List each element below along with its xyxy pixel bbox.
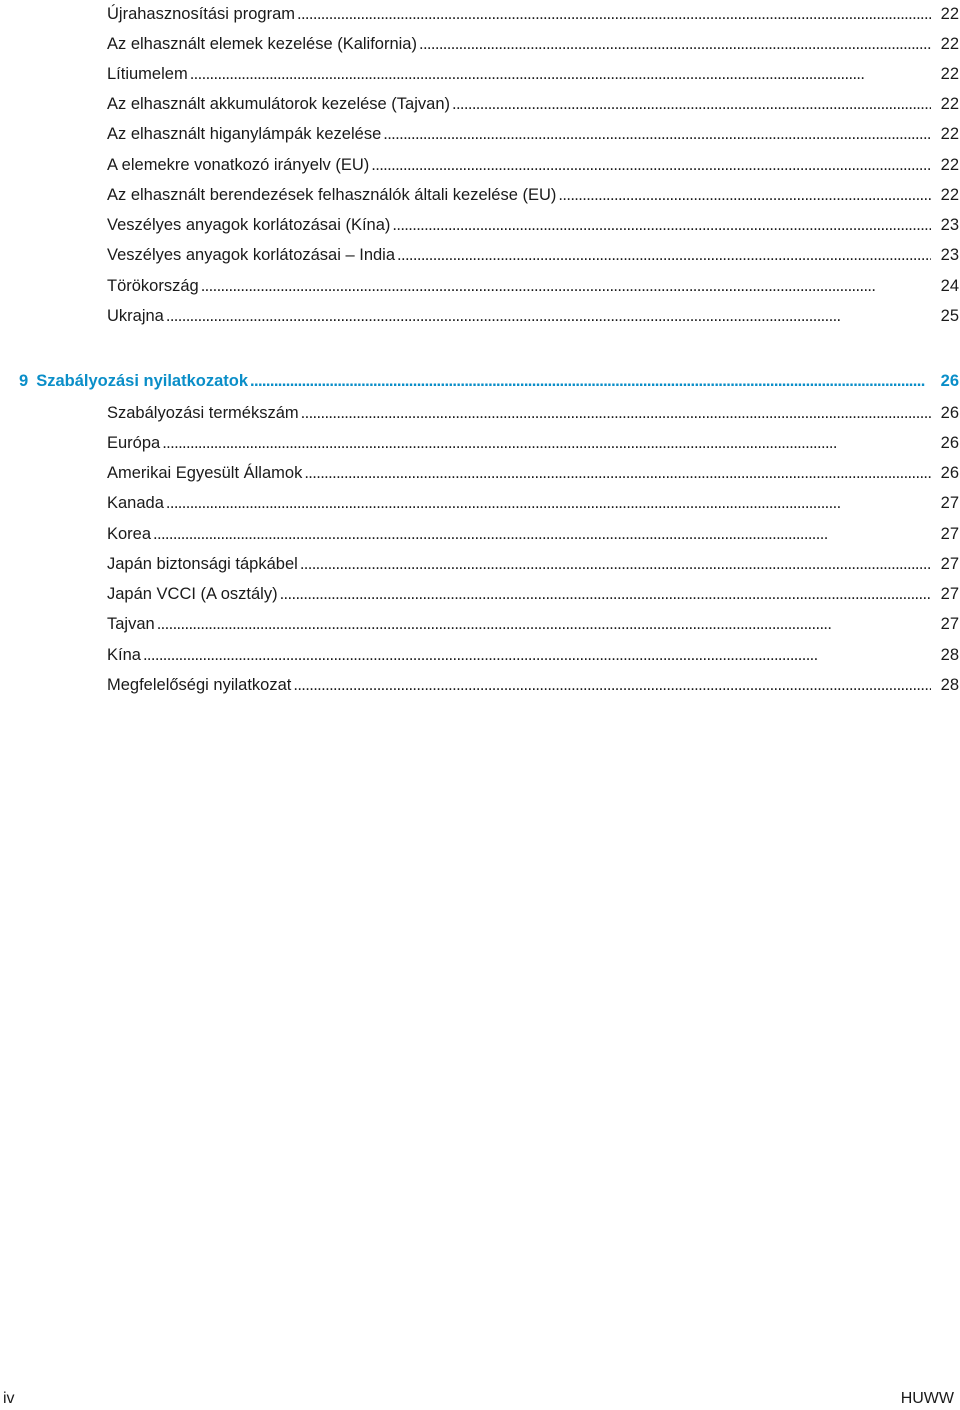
toc-entry-page: 22	[940, 5, 959, 23]
toc-entry-title: Ukrajna	[107, 307, 164, 325]
toc-dot-leader	[166, 492, 931, 514]
toc-entry-title: Lítiumelem	[107, 65, 188, 83]
toc-entry-title: Korea	[107, 525, 152, 543]
toc-entry[interactable]	[107, 275, 959, 297]
toc-entry-title: Az elhasznált higanylámpák kezelése	[107, 125, 382, 143]
toc-entry-title: Japán biztonsági tápkábel	[107, 555, 298, 573]
toc-dot-leader	[162, 432, 931, 454]
toc-entry-title: A elemekre vonatkozó irányelv (EU)	[107, 156, 370, 174]
toc-dot-leader	[300, 553, 931, 575]
chapter-page: 26	[940, 372, 959, 390]
toc-dot-leader	[293, 674, 931, 696]
toc-dot-leader	[301, 402, 931, 424]
toc-entry-page: 22	[940, 65, 959, 83]
toc-entry-page: 27	[940, 494, 959, 512]
toc-entry-title: Kanada	[107, 494, 164, 512]
toc-entry[interactable]	[107, 33, 959, 55]
toc-entry[interactable]	[107, 214, 959, 236]
toc-entry[interactable]	[107, 3, 959, 25]
toc-entry-title: Amerikai Egyesült Államok	[107, 464, 303, 482]
toc-dot-leader	[157, 613, 931, 635]
toc-entry[interactable]	[107, 492, 959, 514]
toc-entry-page: 25	[940, 307, 959, 325]
toc-entry[interactable]	[107, 432, 959, 454]
toc-entry-title: Az elhasznált elemek kezelése (Kalifornia)	[107, 35, 417, 53]
toc-entry-page: 23	[940, 246, 959, 264]
toc-entry[interactable]	[107, 154, 959, 176]
toc-entry[interactable]	[107, 93, 959, 115]
toc-entry-title: Tajvan	[107, 615, 155, 633]
toc-dot-leader	[297, 3, 931, 25]
toc-entry-page: 28	[940, 676, 959, 694]
toc-entry[interactable]	[107, 644, 959, 666]
toc-entry-page: 26	[940, 404, 959, 422]
toc-entry[interactable]	[107, 583, 959, 605]
toc-dot-leader	[201, 275, 931, 297]
toc-entry-page: 27	[940, 585, 959, 603]
toc-dot-leader	[190, 63, 931, 85]
toc-entry[interactable]	[107, 553, 959, 575]
toc-entry-title: Japán VCCI (A osztály)	[107, 585, 278, 603]
toc-dot-leader	[452, 93, 931, 115]
toc-entry-title: Európa	[107, 434, 161, 452]
toc-entry-title: Az elhasznált berendezések felhasználók általi kezelése (EU)	[107, 186, 557, 204]
toc-dot-leader	[419, 33, 931, 55]
toc-entry[interactable]	[107, 523, 959, 545]
toc-entry-page: 22	[940, 95, 959, 113]
toc-entry[interactable]	[107, 462, 959, 484]
toc-dot-leader	[397, 244, 931, 266]
toc-entry[interactable]	[107, 184, 959, 206]
toc-entry[interactable]	[107, 63, 959, 85]
toc-entry-page: 28	[940, 646, 959, 664]
toc-entry-page: 22	[940, 186, 959, 204]
toc-entry-title: Törökország	[107, 277, 199, 295]
chapter-number: 9	[19, 372, 29, 390]
toc-entry-page: 27	[940, 615, 959, 633]
toc-entry-page: 24	[940, 277, 959, 295]
toc-entry-page: 26	[940, 464, 959, 482]
toc-entry-title: Újrahasznosítási program	[107, 5, 295, 23]
toc-dot-leader	[143, 644, 931, 666]
toc-entry[interactable]	[107, 244, 959, 266]
toc-entry-page: 26	[940, 434, 959, 452]
footer-document-code: HUWW	[900, 1390, 954, 1407]
chapter-title: Szabályozási nyilatkozatok	[36, 372, 249, 390]
toc-entry-title: Az elhasznált akkumulátorok kezelése (Tajvan)	[107, 95, 450, 113]
toc-entry-page: 22	[940, 35, 959, 53]
toc-entry-page: 23	[940, 216, 959, 234]
toc-entry-title: Megfelelőségi nyilatkozat	[107, 676, 292, 694]
toc-entry[interactable]	[107, 613, 959, 635]
footer-page-number: iv	[3, 1390, 15, 1407]
toc-chapter-entry[interactable]	[19, 370, 959, 392]
toc-dot-leader	[371, 154, 931, 176]
toc-entry-page: 22	[940, 156, 959, 174]
toc-dot-leader	[383, 123, 931, 145]
toc-dot-leader	[153, 523, 931, 545]
toc-entry-title: Szabályozási termékszám	[107, 404, 299, 422]
toc-dot-leader	[280, 583, 931, 605]
toc-entry[interactable]	[107, 123, 959, 145]
toc-entry[interactable]	[107, 305, 959, 327]
toc-entry-title: Veszélyes anyagok korlátozásai – India	[107, 246, 396, 264]
toc-dot-leader	[558, 184, 931, 206]
toc-dot-leader	[166, 305, 931, 327]
toc-entry-title: Veszélyes anyagok korlátozásai (Kína)	[107, 216, 391, 234]
toc-dot-leader	[304, 462, 931, 484]
toc-entry[interactable]	[107, 674, 959, 696]
toc-entry-page: 27	[940, 525, 959, 543]
toc-entry-page: 22	[940, 125, 959, 143]
toc-entry[interactable]	[107, 402, 959, 424]
toc-entry-page: 27	[940, 555, 959, 573]
toc-dot-leader	[392, 214, 931, 236]
toc-entry-title: Kína	[107, 646, 141, 664]
toc-dot-leader	[250, 370, 931, 392]
